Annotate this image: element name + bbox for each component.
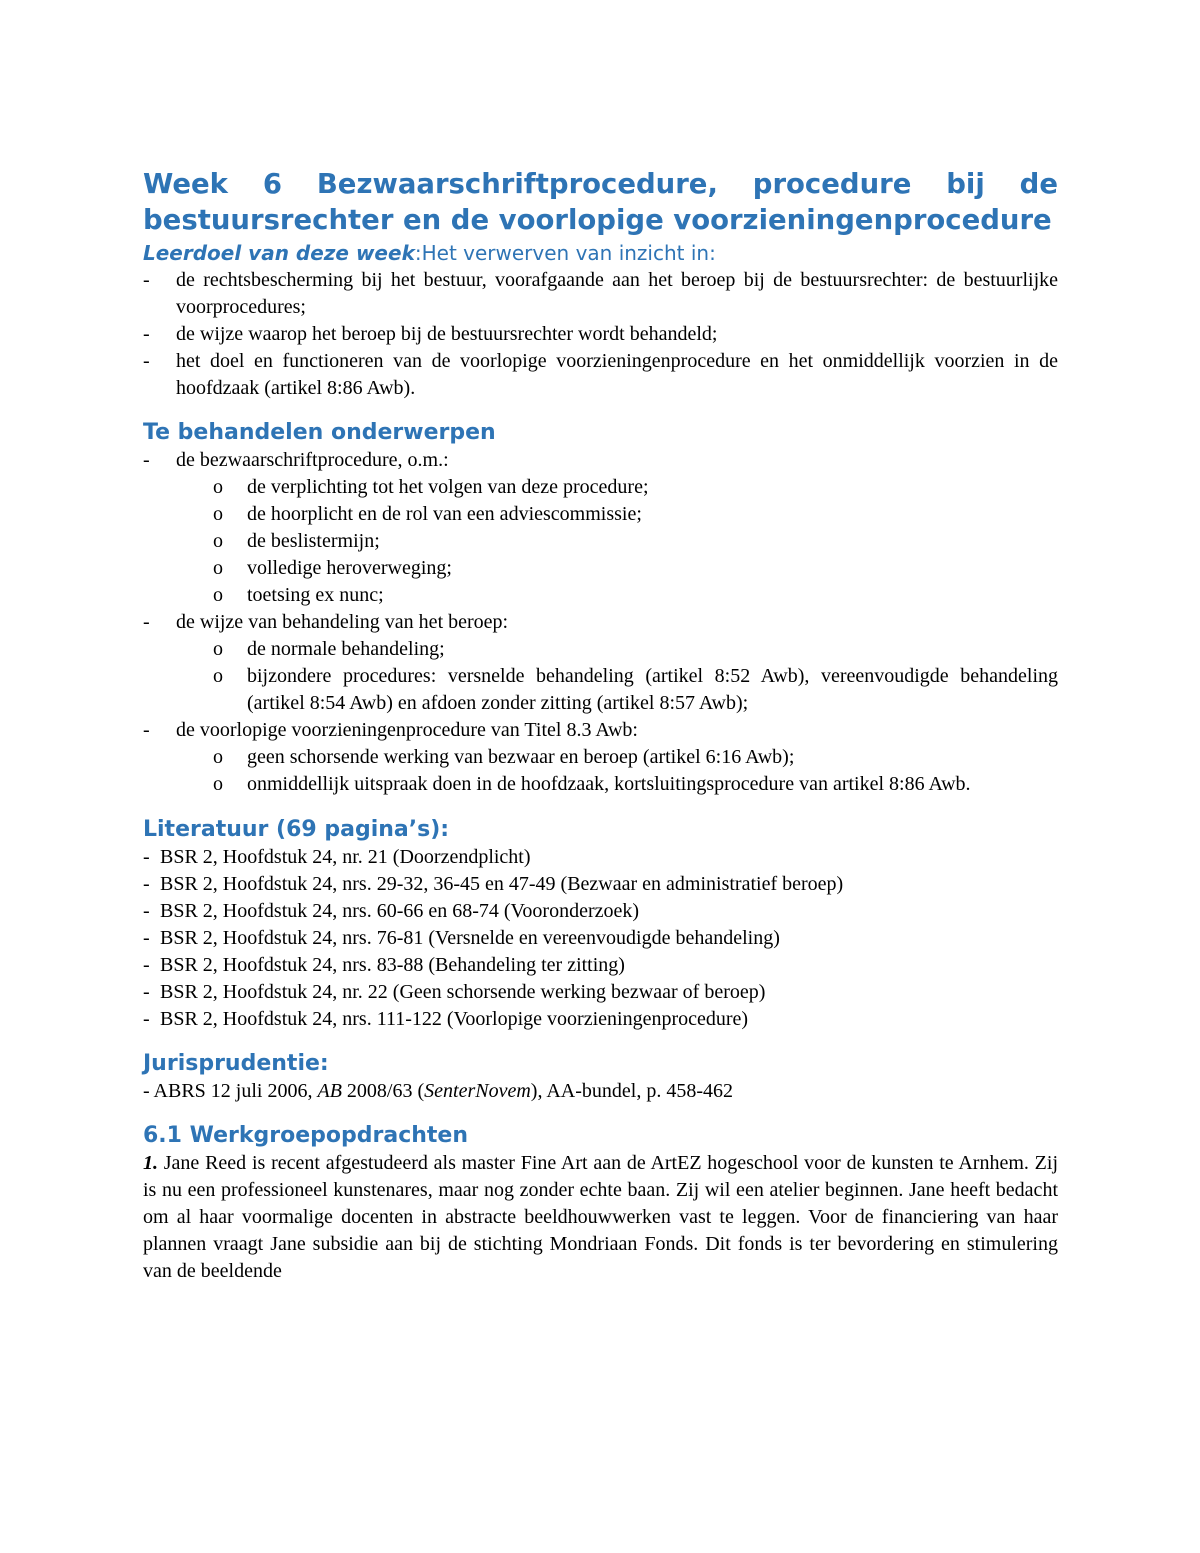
topic-subitem: o de hoorplicht en de rol van een adviescommissie; xyxy=(143,501,1058,528)
jurisprudence-prefix: - ABRS 12 juli 2006, xyxy=(143,1080,318,1102)
learning-goal-list xyxy=(143,267,1058,402)
literature-item: - BSR 2, Hoofdstuk 24, nrs. 83-88 (Behandeling ter zitting) xyxy=(143,952,1058,979)
assignment-text: Jane Reed is recent afgestudeerd als master Fine Art aan de ArtEZ hogeschool voor de kunsten te Arnhem. Zij is nu een professioneel kunstenares, maar nog zonder echte baan. Zij wil een atelier beginnen. Jane heeft bedacht om al haar voormalige docenten in abstracte beeldhouwwerken vast te leggen. Voor de financiering van haar plannen vraagt Jane subsidie aan bij de stichting Mondriaan Fonds. Dit fonds is ter bevordering en stimulering van de beeldende xyxy=(143,1152,1058,1282)
topic-subitem: o volledige heroverweging; xyxy=(143,555,1058,582)
page-title xyxy=(143,166,1058,238)
literature-item: - BSR 2, Hoofdstuk 24, nrs. 111-122 (Voorlopige voorzieningenprocedure) xyxy=(143,1006,1058,1033)
topic-subitem: o geen schorsende werking van bezwaar en beroep (artikel 6:16 Awb); xyxy=(143,744,1058,771)
jurisprudence-mid: 2008/63 ( xyxy=(341,1080,425,1102)
topic-group-label: - de wijze van behandeling van het beroep: xyxy=(143,609,1058,636)
assignment-paragraph xyxy=(143,1150,1058,1285)
literature-item: - BSR 2, Hoofdstuk 24, nrs. 76-81 (Versnelde en vereenvoudigde behandeling) xyxy=(143,925,1058,952)
assignment-number: 1. xyxy=(143,1152,158,1174)
topics-heading: Te behandelen onderwerpen xyxy=(143,420,496,445)
title-line-2: bestuursrechter en de voorlopige voorzieningenprocedure xyxy=(143,204,1052,236)
goal-item: - de rechtsbescherming bij het bestuur, voorafgaande aan het beroep bij de bestuursrechter: de bestuurlijke voorprocedures; xyxy=(143,267,1058,321)
literature-item: - BSR 2, Hoofdstuk 24, nr. 22 (Geen schorsende werking bezwaar of beroep) xyxy=(143,979,1058,1006)
document-page xyxy=(143,166,1058,1285)
topic-subitem: o toetsing ex nunc; xyxy=(143,582,1058,609)
learning-goal-label: Leerdoel van deze week xyxy=(143,241,415,265)
literature-heading: Literatuur (69 pagina’s): xyxy=(143,817,450,842)
topics-list xyxy=(143,447,1058,798)
topic-group-label: - de voorlopige voorzieningenprocedure van Titel 8.3 Awb: xyxy=(143,717,1058,744)
jurisprudence-case-name: SenterNovem xyxy=(424,1080,531,1102)
literature-item: - BSR 2, Hoofdstuk 24, nrs. 29-32, 36-45 en 47-49 (Bezwaar en administratief beroep) xyxy=(143,871,1058,898)
topic-group-label: - de bezwaarschriftprocedure, o.m.: xyxy=(143,447,1058,474)
jurisprudence-entry xyxy=(143,1078,1058,1105)
topic-subitem: o de normale behandeling; xyxy=(143,636,1058,663)
goal-item: - het doel en functioneren van de voorlopige voorzieningenprocedure en het onmiddellijk voorzien in de hoofdzaak (artikel 8:86 Awb). xyxy=(143,348,1058,402)
goal-item: - de wijze waarop het beroep bij de bestuursrechter wordt behandeld; xyxy=(143,321,1058,348)
jurisprudence-suffix: ), AA-bundel, p. 458-462 xyxy=(530,1080,733,1102)
topic-subitem: o bijzondere procedures: versnelde behandeling (artikel 8:52 Awb), vereenvoudigde behandeling (artikel 8:54 Awb) en afdoen zonder zitting (artikel 8:57 Awb); xyxy=(143,663,1058,717)
literature-item: - BSR 2, Hoofdstuk 24, nr. 21 (Doorzendplicht) xyxy=(143,844,1058,871)
assignments-heading: 6.1 Werkgroepopdrachten xyxy=(143,1123,469,1148)
topic-subitem: o onmiddellijk uitspraak doen in de hoofdzaak, kortsluitingsprocedure van artikel 8:86 Awb. xyxy=(143,771,1058,798)
title-line-1: Week 6 Bezwaarschriftprocedure, procedure bij de xyxy=(143,168,1058,200)
literature-item: - BSR 2, Hoofdstuk 24, nrs. 60-66 en 68-74 (Vooronderzoek) xyxy=(143,898,1058,925)
jurisprudence-heading: Jurisprudentie: xyxy=(143,1051,329,1076)
jurisprudence-journal: AB xyxy=(317,1080,342,1102)
literature-list xyxy=(143,844,1058,1033)
learning-goal xyxy=(143,239,1058,267)
learning-goal-text: :Het verwerven van inzicht in: xyxy=(414,241,716,265)
topic-subitem: o de verplichting tot het volgen van deze procedure; xyxy=(143,474,1058,501)
topic-subitem: o de beslistermijn; xyxy=(143,528,1058,555)
